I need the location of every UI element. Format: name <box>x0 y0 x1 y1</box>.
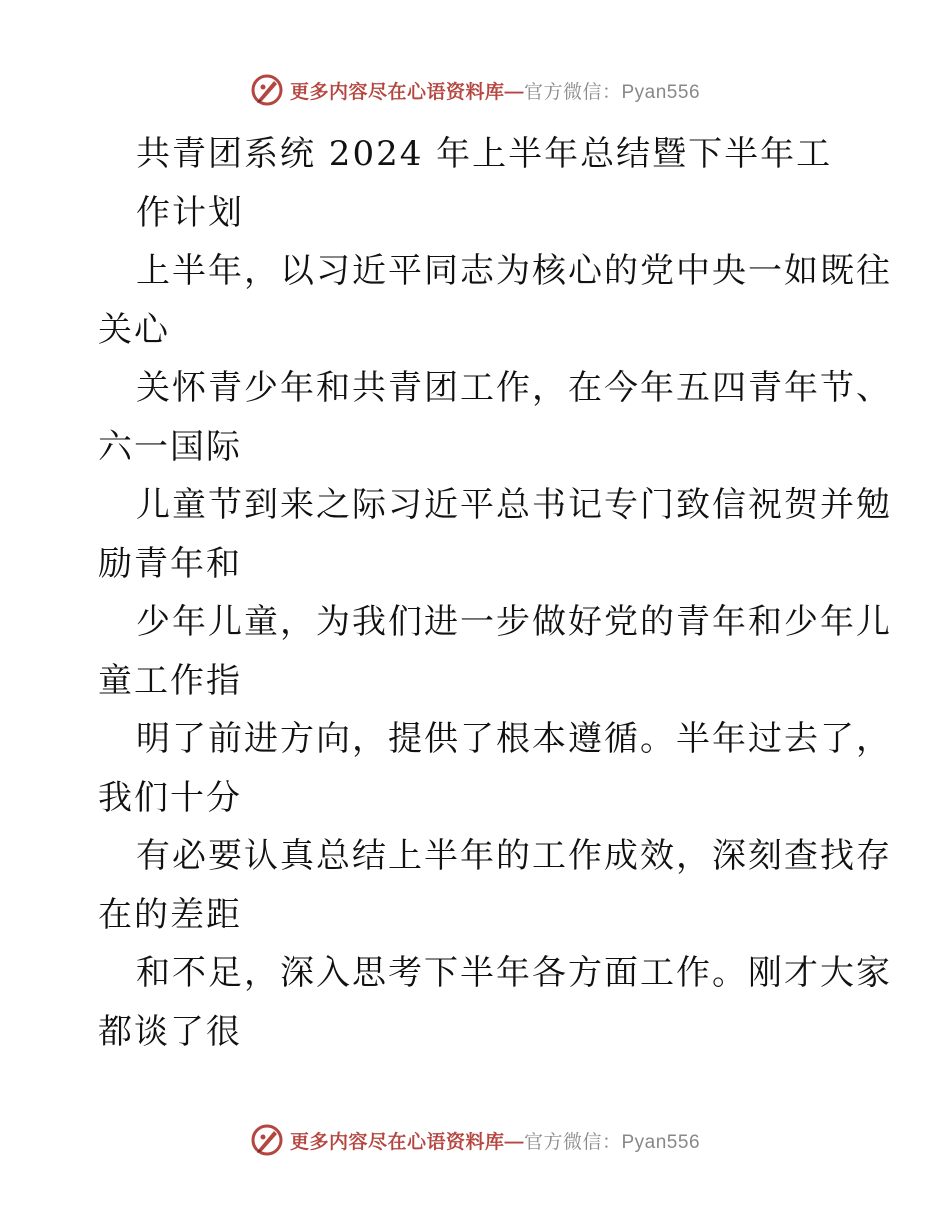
text-line: 上半年，以习近平同志为核心的党中央一如既往 <box>136 251 892 291</box>
quill-pen-logo-icon <box>250 1123 284 1157</box>
text-line: 少年儿童，为我们进一步做好党的青年和少年儿 <box>136 602 892 642</box>
text-line: 关怀青少年和共青团工作，在今年五四青年节、 <box>136 368 892 408</box>
text-line: 明了前进方向，提供了根本遵循。半年过去了， <box>136 719 892 759</box>
text-line: 作计划 <box>136 192 244 233</box>
text-line: 都谈了很 <box>98 1011 242 1052</box>
text-line: 和不足，深入思考下半年各方面工作。刚才大家 <box>136 953 892 993</box>
document-body <box>98 125 892 1061</box>
banner-dash: — <box>504 81 524 103</box>
banner-wechat-id: Pyan556 <box>621 1131 701 1153</box>
text-line: 有必要认真总结上半年的工作成效，深刻查找存 <box>136 836 892 876</box>
text-line: 励青年和 <box>98 543 242 584</box>
text-line: 我们十分 <box>98 777 242 818</box>
text-line: 共青团系统 2024 年上半年总结暨下半年工 <box>136 134 833 174</box>
banner-official-label: 官方微信： <box>523 81 622 103</box>
banner-site-name: 更多内容尽在心语资料库 <box>289 1131 505 1153</box>
text-line: 六一国际 <box>98 426 242 467</box>
quill-pen-logo-icon <box>250 73 284 107</box>
banner-dash: — <box>504 1131 524 1153</box>
text-line: 在的差距 <box>98 894 242 935</box>
footer-banner <box>0 1120 950 1160</box>
banner-site-name: 更多内容尽在心语资料库 <box>289 81 505 103</box>
banner-wechat-id: Pyan556 <box>621 81 701 103</box>
text-line: 儿童节到来之际习近平总书记专门致信祝贺并勉 <box>136 485 892 525</box>
banner-text <box>290 77 700 104</box>
banner-official-label: 官方微信： <box>523 1131 622 1153</box>
text-line: 童工作指 <box>98 660 242 701</box>
banner-text <box>290 1127 700 1154</box>
header-banner <box>0 70 950 110</box>
text-line: 关心 <box>98 309 170 350</box>
